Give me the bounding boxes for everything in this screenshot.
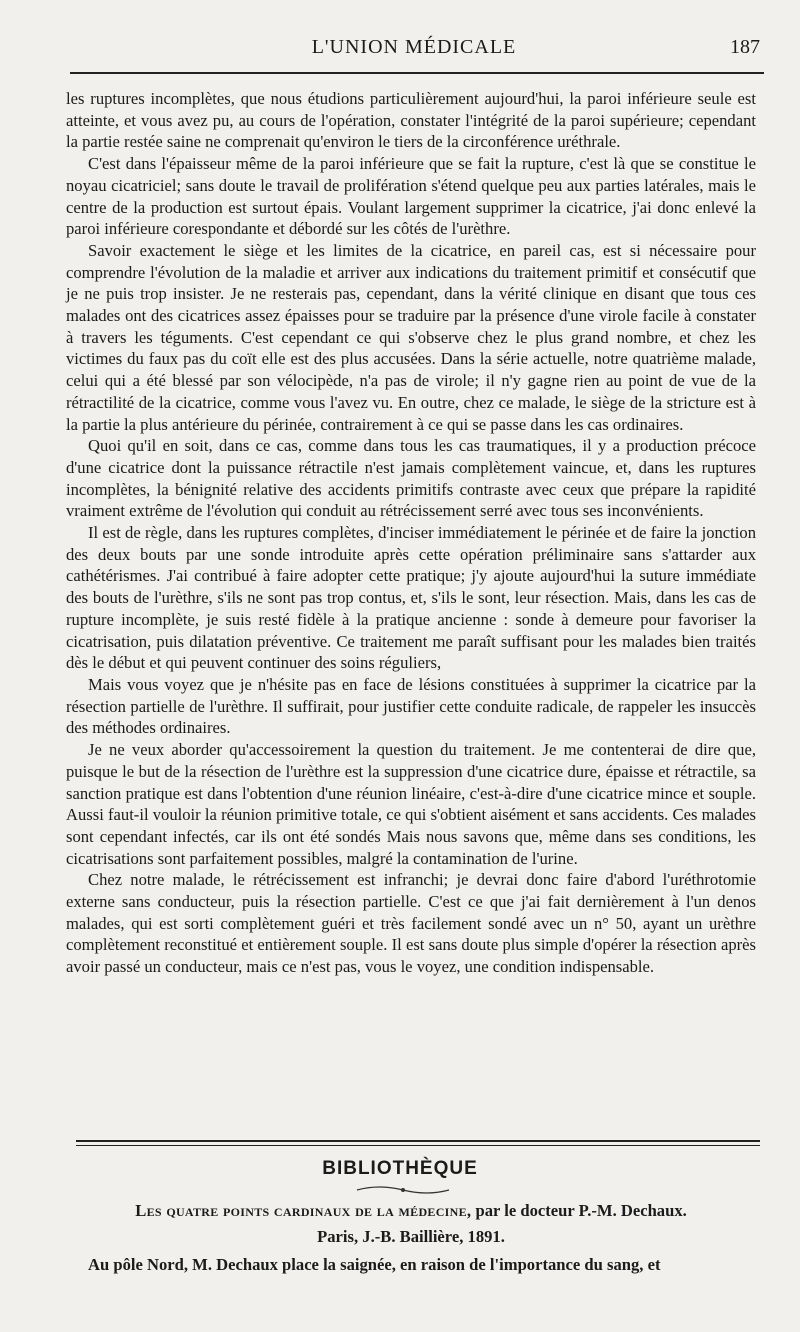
section-divider-bottom — [76, 1145, 760, 1146]
paragraph-1: les ruptures incomplètes, que nous étudions particulièrement aujourd'hui, la paroi inférieure seule est atteinte, et vous avez pu, au cours de l'opération, constater l'intégrité de la paroi supérieure; cependant la partie restée saine ne comprenait qu'environ le tiers de la circonférence uréthrale. — [66, 89, 756, 152]
paragraph-2: C'est dans l'épaisseur même de la paroi inférieure que se fait la rupture, c'est là que se constitue le noyau cicatriciel; sans doute le travail de prolifération s'étend quelque peu aux parties latérales, mais le centre de la production est surtout épais. Voulant largement supprimer la cicatrice, j'ai donc enlevé la paroi inférieure corespondante et débordé sur les côtés de l'urèthre. — [66, 154, 756, 239]
paragraph-3: Savoir exactement le siège et les limites de la cicatrice, en pareil cas, est si nécessaire pour comprendre l'évolution de la maladie et arriver aux indications du traitement primitif et consécutif que je ne puis trop insister. Je ne resterais pas, cependant, dans la vérité clinique en disant que tous ces malades ont des cicatrices assez épaisses pour se traduire par la présence d'une virole facile à constater à travers les téguments. C'est cependant ce qui s'observe chez le plus grand nombre, et chez les victimes du faux pas du coït elle est des plus accusées. Dans la série actuelle, notre quatrième malade, celui qui a été blessé par son vélocipède, n'a pas de virole; il n'y gagne rien au point de vue de la rétractilité de la cicatrice, comme vous l'avez vu. En outre, chez ce malade, le siège de la stricture est à la partie la plus antérieure du périnée, contrairement à ce qui se passe dans les cas ordinaires. — [66, 240, 756, 434]
paragraph-8: Chez notre malade, le rétrécissement est infranchi; je devrai donc faire d'abord l'uréthrotomie externe sans conducteur, puis la résection partielle. C'est ce que j'ai fait dernièrement à l'un denos malades, qui est sorti complètement guéri et très facilement sondé avec un n° 50, ayant un urèthre complètement reconstitué et entièrement souple. Il est sans doute plus simple d'opérer la résection après avoir passé un conducteur, mais ce n'est pas, vous le voyez, une condition indispensable. — [66, 870, 756, 977]
book-author: par le docteur P.-M. Dechaux. — [475, 1201, 687, 1220]
publisher-line: Paris, J.-B. Baillière, 1891. — [317, 1227, 505, 1246]
article-body — [66, 88, 756, 978]
book-entry — [66, 1200, 756, 1276]
page-number: 187 — [730, 36, 760, 58]
book-title: Les quatre points cardinaux de la médecine, — [135, 1201, 472, 1220]
paragraph-5: Il est de règle, dans les ruptures complètes, d'inciser immédiatement le périnée et de faire la jonction des deux bouts par une sonde introduite après cette opération préliminaire sans s'attarder aux cathétérismes. J'ai contribué à faire adopter cette pratique; j'y ajoute aujourd'hui la suture immédiate des bouts de l'urèthre, s'ils ne sont pas trop contus, et, s'ils le sont, leur résection. Mais, dans les cas de rupture incomplète, je suis resté fidèle à la pratique ancienne : sonde à demeure pour favoriser la cicatrisation, puis dilatation préventive. Ce traitement me paraît suffisant pour les malades bien traités dès le début et qui peuvent continuer des soins réguliers, — [66, 523, 756, 673]
page-header — [64, 36, 764, 66]
book-citation — [66, 1200, 756, 1222]
section-title: BIBLIOTHÈQUE — [322, 1158, 478, 1179]
review-text: Au pôle Nord, M. Dechaux place la saignée, en raison de l'importance du sang, et — [88, 1255, 661, 1274]
running-title: L'UNION MÉDICALE — [311, 36, 517, 58]
paragraph-7: Je ne veux aborder qu'accessoirement la question du traitement. Je me contenterai de dire que, puisque le but de la résection de l'urèthre est la suppression d'une cicatrice dure, épaisse et rétractile, sa sanction pratique est dans l'obtention d'une réunion linéaire, c'est-à-dire d'une cicatrice mince et souple. Aussi faut-il vouloir la réunion primitive totale, ce qui s'obtient aisément et sans accidents. Ces malades sont cependant infectés, car ils ont été sondés Mais nous savons que, même dans ses conditions, les cicatrisations sont parfaitement possibles, malgré la contamination de l'urine. — [66, 740, 756, 868]
header-rule — [70, 72, 764, 74]
paragraph-4: Quoi qu'il en soit, dans ce cas, comme dans tous les cas traumatiques, il y a production précoce d'une cicatrice dont la puissance rétractile n'est jamais complètement vaincue, et, dans les ruptures incomplètes, la bénignité relative des accidents primitifs contraste avec ceux que prépare la rapidité vraiment extrême de l'évolution qui conduit au rétrécissement serré avec tous ses inconvénients. — [66, 436, 756, 521]
ornament-flourish — [355, 1183, 451, 1197]
section-divider-top — [76, 1140, 760, 1142]
paragraph-6: Mais vous voyez que je n'hésite pas en face de lésions constituées à supprimer la cicatrice par la résection partielle de l'urèthre. Il suffirait, pour justifier cette conduite radicale, de rappeler les insuccès des méthodes ordinaires. — [66, 674, 756, 738]
